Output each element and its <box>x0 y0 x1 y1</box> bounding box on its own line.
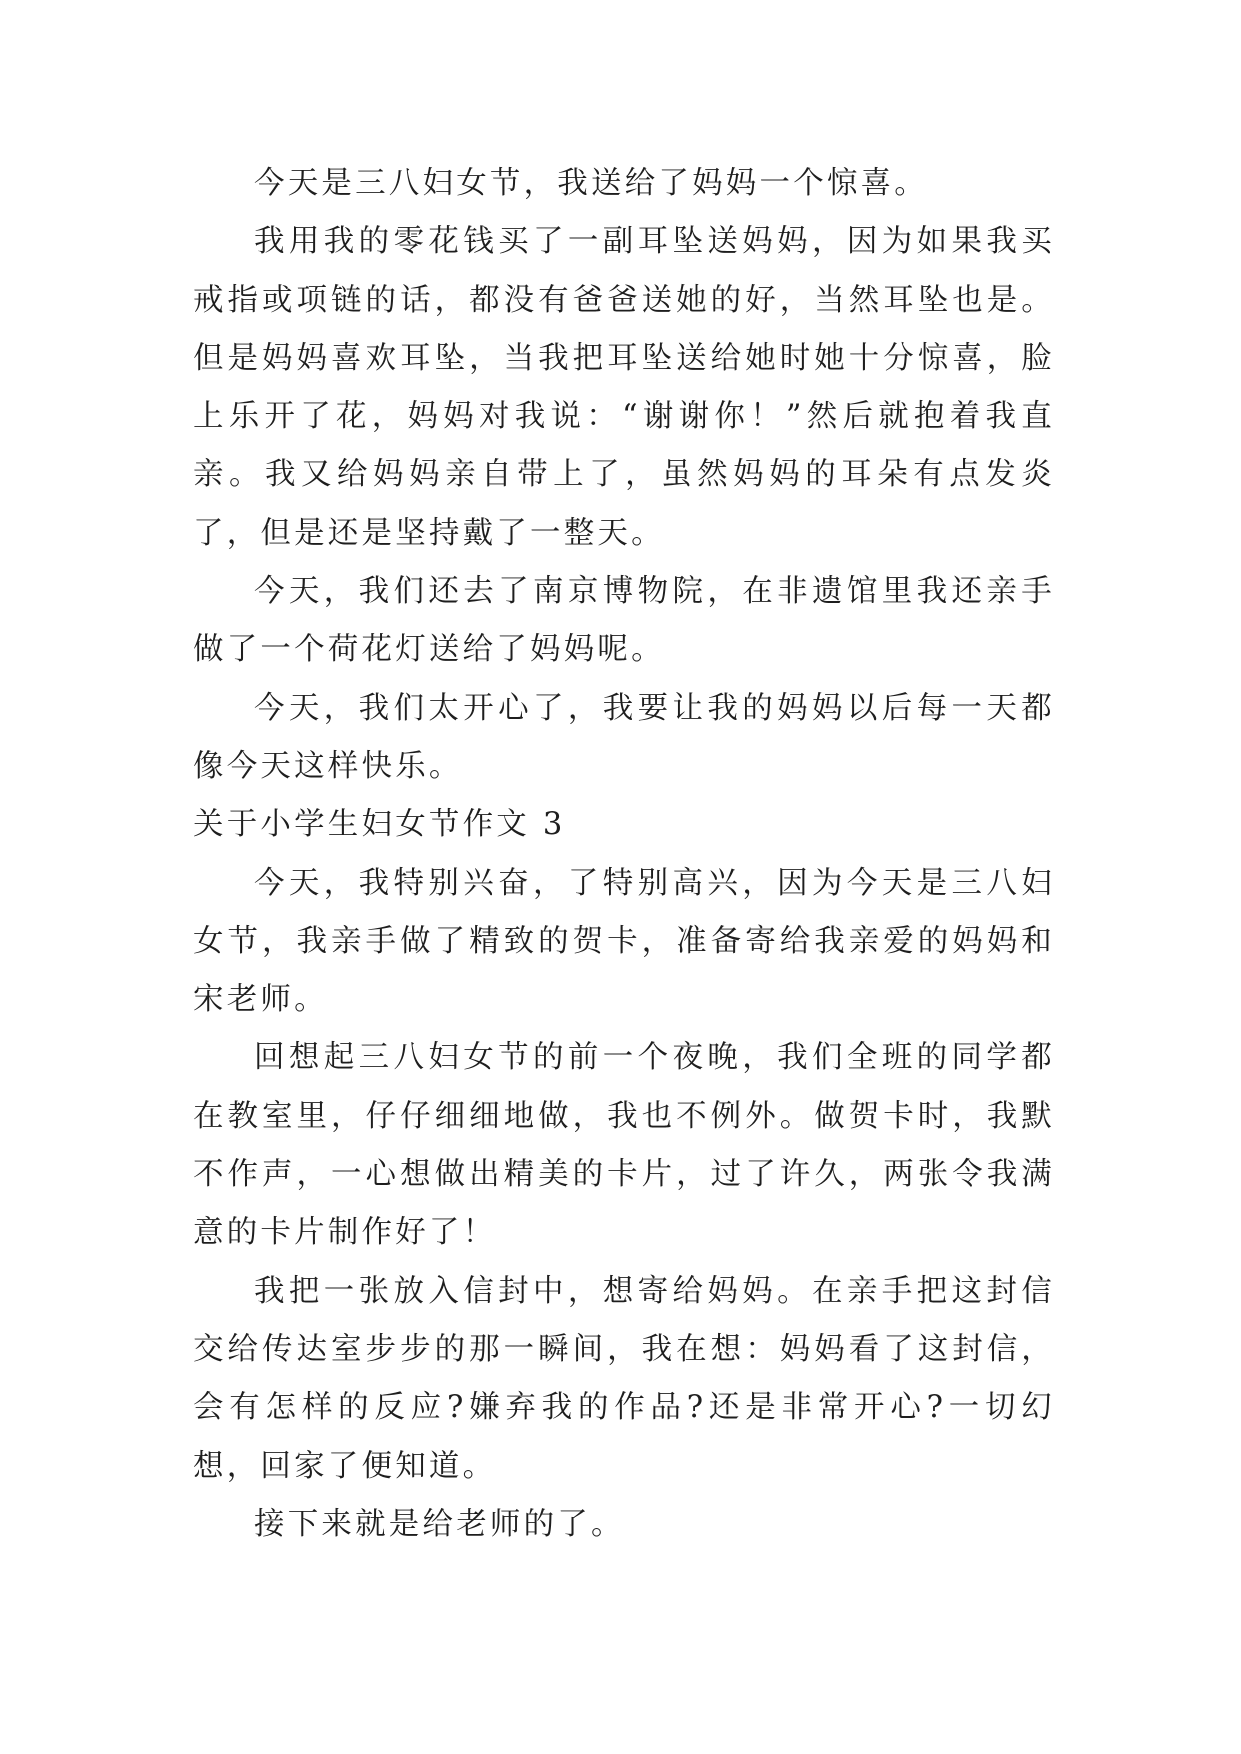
paragraph: 今天，我们还去了南京博物院，在非遗馆里我还亲手做了一个荷花灯送给了妈妈呢。 <box>193 574 1055 668</box>
paragraph: 接下来就是给老师的了。 <box>254 1506 625 1542</box>
paragraph: 我用我的零花钱买了一副耳坠送妈妈，因为如果我买戒指或项链的话，都没有爸爸送她的好，当然耳坠也是。但是妈妈喜欢耳坠，当我把耳坠送给她时她十分惊喜，脸上乐开了花，妈妈对我说：“谢谢你！”然后就抱着我直亲。我又给妈妈亲自带上了，虽然妈妈的耳朵有点发炎了，但是还是坚持戴了一整天。 <box>193 224 1055 551</box>
section-heading: 关于小学生妇女节作文 3 <box>193 807 566 843</box>
paragraph: 今天，我们太开心了，我要让我的妈妈以后每一天都像今天这样快乐。 <box>193 690 1055 784</box>
paragraph: 今天是三八妇女节，我送给了妈妈一个惊喜。 <box>254 166 928 201</box>
paragraph: 我把一张放入信封中，想寄给妈妈。在亲手把这封信交给传达室步步的那一瞬间，我在想：妈妈看了这封信，会有怎样的反应?嫌弃我的作品?还是非常开心?一切幻想，回家了便知道。 <box>193 1273 1055 1484</box>
essay-body <box>193 155 1055 1554</box>
paragraph: 回想起三八妇女节的前一个夜晚，我们全班的同学都在教室里，仔仔细细地做，我也不例外。做贺卡时，我默不作声，一心想做出精美的卡片，过了许久，两张令我满意的卡片制作好了！ <box>193 1040 1055 1251</box>
paragraph: 今天，我特别兴奋，了特别高兴，因为今天是三八妇女节，我亲手做了精致的贺卡，准备寄给我亲爱的妈妈和宋老师。 <box>193 865 1055 1018</box>
